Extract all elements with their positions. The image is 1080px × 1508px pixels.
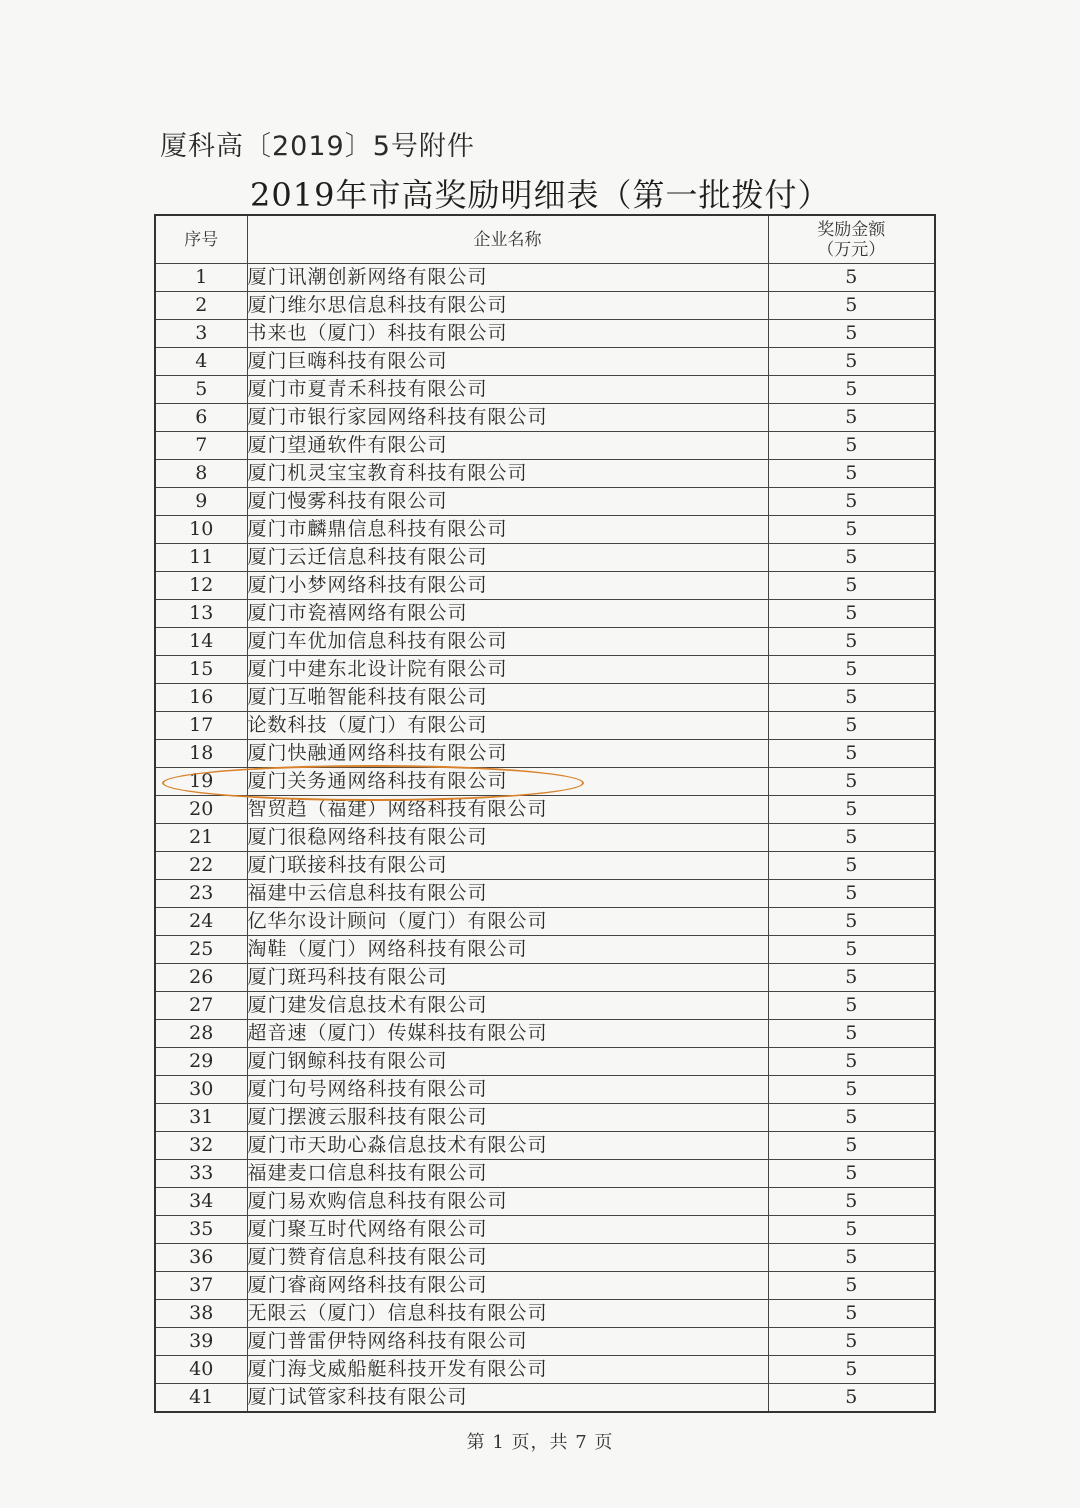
row-company-name: 厦门车优加信息科技有限公司 [247, 628, 768, 656]
row-amount: 5 [768, 1048, 935, 1076]
table-row [155, 768, 935, 796]
row-company-name: 厦门巨嗨科技有限公司 [247, 348, 768, 376]
row-amount: 5 [768, 1300, 935, 1328]
table-row [155, 1132, 935, 1160]
row-amount: 5 [768, 544, 935, 572]
row-index: 41 [155, 1384, 247, 1413]
row-amount: 5 [768, 320, 935, 348]
row-amount: 5 [768, 376, 935, 404]
header-amount [768, 215, 935, 264]
award-table [154, 214, 936, 1413]
row-amount: 5 [768, 740, 935, 768]
table-row [155, 1188, 935, 1216]
row-company-name: 厦门钢鲸科技有限公司 [247, 1048, 768, 1076]
table-row [155, 1048, 935, 1076]
row-index: 33 [155, 1160, 247, 1188]
row-company-name: 厦门很稳网络科技有限公司 [247, 824, 768, 852]
row-company-name: 超音速（厦门）传媒科技有限公司 [247, 1020, 768, 1048]
row-amount: 5 [768, 824, 935, 852]
row-amount: 5 [768, 600, 935, 628]
table-row [155, 292, 935, 320]
table-row [155, 1076, 935, 1104]
row-index: 40 [155, 1356, 247, 1384]
row-index: 22 [155, 852, 247, 880]
row-index: 3 [155, 320, 247, 348]
row-company-name: 厦门望通软件有限公司 [247, 432, 768, 460]
table-row [155, 404, 935, 432]
row-index: 27 [155, 992, 247, 1020]
row-index: 19 [155, 768, 247, 796]
row-company-name: 厦门互啪智能科技有限公司 [247, 684, 768, 712]
row-amount: 5 [768, 264, 935, 292]
row-amount: 5 [768, 936, 935, 964]
table-row [155, 1384, 935, 1413]
row-index: 6 [155, 404, 247, 432]
table-row [155, 348, 935, 376]
row-amount: 5 [768, 488, 935, 516]
row-index: 17 [155, 712, 247, 740]
row-company-name: 淘鞋（厦门）网络科技有限公司 [247, 936, 768, 964]
row-company-name: 厦门普雷伊特网络科技有限公司 [247, 1328, 768, 1356]
row-amount: 5 [768, 1328, 935, 1356]
row-company-name: 福建麦口信息科技有限公司 [247, 1160, 768, 1188]
row-company-name: 厦门云迁信息科技有限公司 [247, 544, 768, 572]
row-index: 10 [155, 516, 247, 544]
table-header-row [155, 215, 935, 264]
table-row [155, 628, 935, 656]
table-row [155, 600, 935, 628]
document-title: 2019年市高奖励明细表（第一批拨付） [250, 176, 831, 214]
row-index: 24 [155, 908, 247, 936]
row-amount: 5 [768, 1132, 935, 1160]
table-row [155, 992, 935, 1020]
row-index: 34 [155, 1188, 247, 1216]
row-index: 25 [155, 936, 247, 964]
header-company: 企业名称 [247, 215, 768, 264]
row-company-name: 厦门维尔思信息科技有限公司 [247, 292, 768, 320]
table-row [155, 460, 935, 488]
row-amount: 5 [768, 712, 935, 740]
row-amount: 5 [768, 768, 935, 796]
row-company-name: 厦门试管家科技有限公司 [247, 1384, 768, 1413]
row-index: 14 [155, 628, 247, 656]
row-company-name: 厦门机灵宝宝教育科技有限公司 [247, 460, 768, 488]
row-company-name: 厦门易欢购信息科技有限公司 [247, 1188, 768, 1216]
row-amount: 5 [768, 628, 935, 656]
row-index: 11 [155, 544, 247, 572]
row-index: 30 [155, 1076, 247, 1104]
row-amount: 5 [768, 432, 935, 460]
row-company-name: 厦门市天助心淼信息技术有限公司 [247, 1132, 768, 1160]
table-row [155, 684, 935, 712]
row-index: 38 [155, 1300, 247, 1328]
table-row [155, 320, 935, 348]
table-row [155, 1356, 935, 1384]
row-amount: 5 [768, 1244, 935, 1272]
row-index: 29 [155, 1048, 247, 1076]
row-index: 23 [155, 880, 247, 908]
row-amount: 5 [768, 460, 935, 488]
row-amount: 5 [768, 964, 935, 992]
row-index: 28 [155, 1020, 247, 1048]
row-amount: 5 [768, 656, 935, 684]
table-row [155, 796, 935, 824]
row-amount: 5 [768, 908, 935, 936]
row-index: 39 [155, 1328, 247, 1356]
row-index: 15 [155, 656, 247, 684]
table-row [155, 432, 935, 460]
row-amount: 5 [768, 1384, 935, 1413]
table-row [155, 516, 935, 544]
row-index: 37 [155, 1272, 247, 1300]
row-index: 32 [155, 1132, 247, 1160]
row-index: 20 [155, 796, 247, 824]
table-row [155, 908, 935, 936]
row-amount: 5 [768, 796, 935, 824]
row-company-name: 智贸趋（福建）网络科技有限公司 [247, 796, 768, 824]
table-row [155, 740, 935, 768]
row-amount: 5 [768, 1104, 935, 1132]
page-footer: 第 1 页，共 7 页 [466, 1432, 614, 1453]
row-index: 35 [155, 1216, 247, 1244]
row-amount: 5 [768, 852, 935, 880]
row-company-name: 厦门市瓷禧网络有限公司 [247, 600, 768, 628]
row-index: 1 [155, 264, 247, 292]
row-company-name: 厦门慢雾科技有限公司 [247, 488, 768, 516]
row-amount: 5 [768, 1356, 935, 1384]
table-row [155, 1216, 935, 1244]
table-row [155, 656, 935, 684]
row-company-name: 厦门建发信息技术有限公司 [247, 992, 768, 1020]
table-row [155, 264, 935, 292]
row-company-name: 厦门市麟鼎信息科技有限公司 [247, 516, 768, 544]
row-company-name: 厦门快融通网络科技有限公司 [247, 740, 768, 768]
row-index: 5 [155, 376, 247, 404]
row-index: 7 [155, 432, 247, 460]
table-row [155, 1300, 935, 1328]
row-index: 31 [155, 1104, 247, 1132]
document-reference: 厦科高〔2019〕5号附件 [160, 131, 475, 162]
table-row [155, 1328, 935, 1356]
row-index: 26 [155, 964, 247, 992]
header-index: 序号 [155, 215, 247, 264]
row-amount: 5 [768, 992, 935, 1020]
table-row [155, 824, 935, 852]
row-amount: 5 [768, 1272, 935, 1300]
header-amount-line1: 奖励金额 [817, 219, 886, 240]
row-index: 36 [155, 1244, 247, 1272]
row-company-name: 厦门关务通网络科技有限公司 [247, 768, 768, 796]
row-company-name: 厦门聚互时代网络有限公司 [247, 1216, 768, 1244]
row-company-name: 论数科技（厦门）有限公司 [247, 712, 768, 740]
row-amount: 5 [768, 404, 935, 432]
row-index: 9 [155, 488, 247, 516]
row-company-name: 无限云（厦门）信息科技有限公司 [247, 1300, 768, 1328]
table-row [155, 712, 935, 740]
row-company-name: 书来也（厦门）科技有限公司 [247, 320, 768, 348]
row-company-name: 厦门斑玛科技有限公司 [247, 964, 768, 992]
row-company-name: 亿华尔设计顾问（厦门）有限公司 [247, 908, 768, 936]
table-row [155, 1160, 935, 1188]
row-company-name: 厦门市夏青禾科技有限公司 [247, 376, 768, 404]
table-body [155, 264, 935, 1413]
row-company-name: 厦门赞育信息科技有限公司 [247, 1244, 768, 1272]
row-company-name: 厦门讯潮创新网络有限公司 [247, 264, 768, 292]
row-amount: 5 [768, 572, 935, 600]
table-row [155, 852, 935, 880]
row-amount: 5 [768, 348, 935, 376]
row-index: 2 [155, 292, 247, 320]
header-amount-line2: （万元） [817, 239, 886, 260]
row-company-name: 厦门句号网络科技有限公司 [247, 1076, 768, 1104]
table-row [155, 544, 935, 572]
row-index: 4 [155, 348, 247, 376]
row-company-name: 厦门联接科技有限公司 [247, 852, 768, 880]
table-row [155, 964, 935, 992]
table-row [155, 936, 935, 964]
row-index: 18 [155, 740, 247, 768]
table-row [155, 488, 935, 516]
row-amount: 5 [768, 1076, 935, 1104]
row-amount: 5 [768, 880, 935, 908]
row-company-name: 厦门摆渡云服科技有限公司 [247, 1104, 768, 1132]
row-index: 16 [155, 684, 247, 712]
row-index: 21 [155, 824, 247, 852]
row-amount: 5 [768, 1216, 935, 1244]
row-amount: 5 [768, 1020, 935, 1048]
row-index: 8 [155, 460, 247, 488]
row-company-name: 厦门市银行家园网络科技有限公司 [247, 404, 768, 432]
row-amount: 5 [768, 1188, 935, 1216]
row-company-name: 福建中云信息科技有限公司 [247, 880, 768, 908]
row-company-name: 厦门睿商网络科技有限公司 [247, 1272, 768, 1300]
table-row [155, 1104, 935, 1132]
row-index: 12 [155, 572, 247, 600]
row-company-name: 厦门海戈威船艇科技开发有限公司 [247, 1356, 768, 1384]
table-row [155, 1244, 935, 1272]
row-amount: 5 [768, 516, 935, 544]
row-amount: 5 [768, 292, 935, 320]
table-row [155, 376, 935, 404]
table-row [155, 1020, 935, 1048]
row-company-name: 厦门中建东北设计院有限公司 [247, 656, 768, 684]
row-index: 13 [155, 600, 247, 628]
row-amount: 5 [768, 1160, 935, 1188]
row-amount: 5 [768, 684, 935, 712]
table-row [155, 572, 935, 600]
row-company-name: 厦门小梦网络科技有限公司 [247, 572, 768, 600]
table-row [155, 1272, 935, 1300]
table-row [155, 880, 935, 908]
